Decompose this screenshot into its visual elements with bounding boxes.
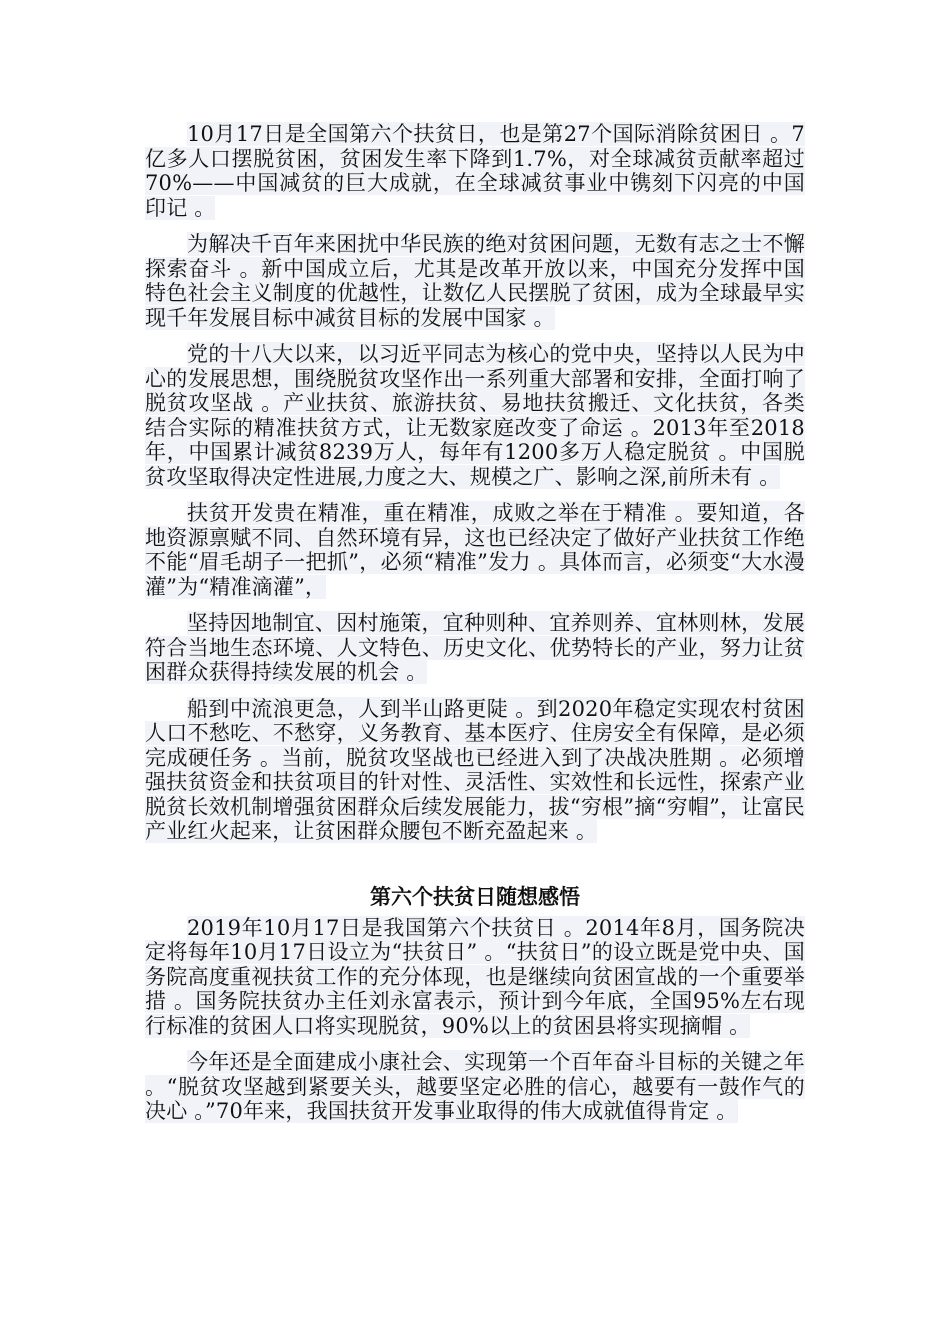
paragraph <box>145 342 805 489</box>
paragraph-text: 船到中流浪更急，人到半山路更陡 。到2020年稳定实现农村贫困人口不愁吃、不愁穿，义务教育、基本医疗、住房安全有保障，是必须完成硬任务 。当前，脱贫攻坚战也已经进入到了决战决胜期 。必须增强扶贫资金和扶贫项目的针对性、灵活性、实效性和长远性，探索产业脱贫长效机制增强贫困群众后续发展能力，拔“穷根”摘“穷帽”，让富民产业红火起来，让贫困群众腰包不断充盈起来 。 <box>145 696 805 843</box>
paragraph-text: 扶贫开发贵在精准，重在精准，成败之举在于精准 。要知道，各地资源禀赋不同、自然环境有异，这也已经决定了做好产业扶贫工作绝不能“眉毛胡子一把抓”，必须“精准”发力 。具体而言，必须变“大水漫灌”为“精准滴灌”， <box>145 501 805 599</box>
paragraph-text: 2019年10月17日是我国第六个扶贫日 。2014年8月，国务院决定将每年10月17日设立为“扶贫日” 。“扶贫日”的设立既是党中央、国务院高度重视扶贫工作的充分体现，也是继续向贫困宣战的一个重要举措 。国务院扶贫办主任刘永富表示，预计到今年底，全国95%左右现行标准的贫困人口将实现脱贫，90%以上的贫困县将实现摘帽 。 <box>145 915 805 1038</box>
paragraph <box>145 501 805 599</box>
paragraph-text: 10月17日是全国第六个扶贫日，也是第27个国际消除贫困日 。7亿多人口摆脱贫困，贫困发生率下降到1.7%，对全球减贫贡献率超过70%——中国减贫的巨大成就，在全球减贫事业中镌刻下闪亮的中国印记 。 <box>145 122 805 220</box>
paragraph <box>145 122 805 220</box>
section-heading: 第六个扶贫日随想感悟 <box>370 884 580 909</box>
paragraph <box>145 697 805 844</box>
paragraph-text: 为解决千百年来困扰中华民族的绝对贫困问题，无数有志之士不懈探索奋斗 。新中国成立后，尤其是改革开放以来，中国充分发挥中国特色社会主义制度的优越性，让数亿人民摆脱了贫困，成为全球最早实现千年发展目标中减贫目标的发展中国家 。 <box>145 232 805 330</box>
paragraph <box>145 232 805 330</box>
paragraph <box>145 1050 805 1124</box>
paragraph-text: 今年还是全面建成小康社会、实现第一个百年奋斗目标的关键之年 。“脱贫攻坚越到紧要关头，越要坚定必胜的信心，越要有一鼓作气的决心 。”70年来，我国扶贫开发事业取得的伟大成就值得肯定 。 <box>145 1050 805 1123</box>
article-section-1 <box>145 122 805 844</box>
article-section-2 <box>145 884 805 1124</box>
paragraph <box>145 611 805 685</box>
paragraph <box>145 916 805 1039</box>
paragraph-text: 坚持因地制宜、因村施策，宜种则种、宜养则养、宜林则林，发展符合当地生态环境、人文特色、历史文化、优势特长的产业，努力让贫困群众获得持续发展的机会 。 <box>145 611 805 684</box>
document-page <box>145 122 805 1136</box>
paragraph-text: 党的十八大以来，以习近平同志为核心的党中央，坚持以人民为中心的发展思想，围绕脱贫攻坚作出一系列重大部署和安排，全面打响了脱贫攻坚战 。产业扶贫、旅游扶贫、易地扶贫搬迁、文化扶贫，各类结合实际的精准扶贫方式，让无数家庭改变了命运 。2013年至2018年，中国累计减贫8239万人，每年有1200多万人稳定脱贫 。中国脱贫攻坚取得决定性进展,力度之大、规模之广、影响之深,前所未有 。 <box>145 342 805 489</box>
